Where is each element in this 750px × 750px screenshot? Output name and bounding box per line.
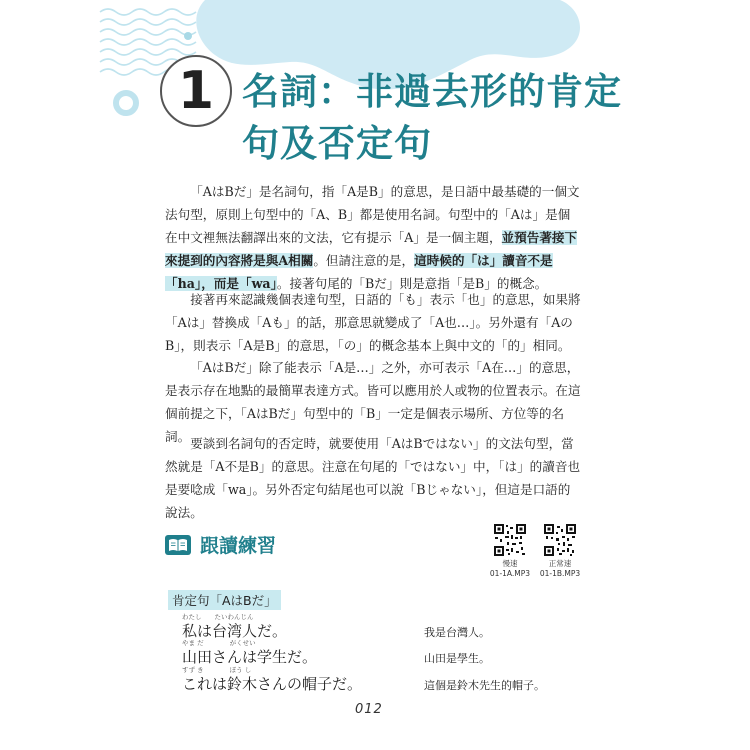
paragraph-4 <box>165 432 581 524</box>
p1-text-c: 。接著句尾的「Bだ」則是意指「是B」的概念。 <box>276 276 548 291</box>
example-translation-2: 山田是學生。 <box>424 652 490 665</box>
paragraph-2 <box>165 288 581 357</box>
qr-code-normal[interactable] <box>543 523 577 557</box>
p4-text: 要談到名詞句的否定時，就要使用「AはBではない」的文法句型，當然就是「A不是B」的意思。注意在句尾的「ではない」中，「は」的讀音也是要唸成「wa」。另外否定句結尾也可以說「Bじゃない」，但這是口語的說法。 <box>165 436 581 520</box>
title-line-2: 句及否定句 <box>242 122 432 165</box>
example-sentence-1: 私は台湾人だ。 <box>182 622 288 640</box>
p1-highlight-1: 並預告著接下來提到的內容將是與A相關 <box>165 230 578 268</box>
example-sentence-2: 山田さんは学生だ。 <box>182 648 318 666</box>
p3-text: 「AはBだ」除了能表示「A是…」之外，亦可表示「A在…」的意思，是表示存在地點的最簡單表達方式。皆可以應用於人或物的位置表示。在這個前提之下，「AはBだ」句型中的「B」一定是個表示場所、方位等的名詞。 <box>165 360 581 444</box>
ring-decoration <box>116 93 136 113</box>
ruby-reading-1: わたし たいわんじん <box>182 613 254 621</box>
dot-decoration <box>184 32 192 40</box>
p2-text: 接著再來認識幾個表達句型，日語的「も」表示「也」的意思，如果將「Aは」替換成「Aも」的話，那意思就變成了「A也…」。另外還有「AのB」，則表示「A是B」的意思，「の」的概念基本上與中文的「的」相同。 <box>165 292 581 353</box>
p1-highlight-2: 這時候的「は」讀音不是「ha」，而是「wa」 <box>165 253 553 291</box>
audio-speed-normal: 正常速 <box>548 559 572 568</box>
qr-code-slow[interactable] <box>493 523 527 557</box>
p1-text-a: 「AはBだ」是名詞句，指「A是B」的意思，是日語中最基礎的一個文法句型，原則上句型中的「A、B」都是使用名詞。句型中的「Aは」是個在中文裡無法翻譯出來的文法，它有提示「A」是一個主題， <box>165 184 580 245</box>
p1-text-b: 。但請注意的是， <box>313 253 415 268</box>
ruby-reading-3: すず き ぼう し <box>182 666 252 674</box>
ruby-reading-2: やま だ がくせい <box>182 639 256 647</box>
audio-file-slow: 01-1A.MP3 <box>489 569 531 578</box>
audio-caption-normal <box>530 559 590 579</box>
paragraph-1 <box>165 180 581 295</box>
audio-speed-slow: 慢速 <box>502 559 518 568</box>
example-sentence-3: これは鈴木さんの帽子だ。 <box>182 675 363 693</box>
page-title <box>242 66 622 170</box>
chapter-number-badge <box>160 55 232 127</box>
page-number: 012 <box>355 702 383 717</box>
audio-file-normal: 01-1B.MP3 <box>539 569 581 578</box>
affirmative-label: 肯定句「AはBだ」 <box>168 590 281 610</box>
open-book-icon <box>165 535 191 555</box>
example-translation-3: 這個是鈴木先生的帽子。 <box>424 679 545 692</box>
title-line-1: 名詞：非過去形的肯定 <box>242 70 622 113</box>
practice-section-title: 跟讀練習 <box>200 535 277 557</box>
example-translation-1: 我是台灣人。 <box>424 626 490 639</box>
chapter-number: 1 <box>177 61 215 121</box>
